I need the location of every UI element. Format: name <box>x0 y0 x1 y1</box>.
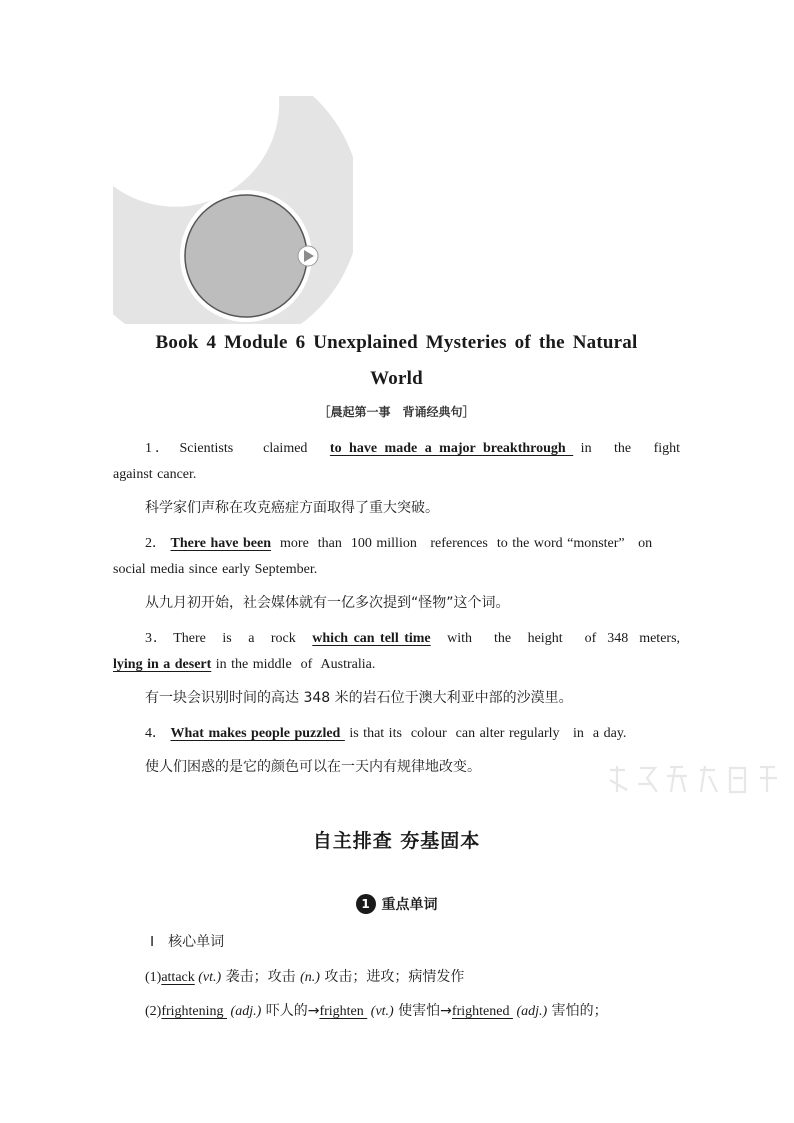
vocab-word: attack <box>161 970 195 985</box>
part-of-speech: (adj.) <box>227 1004 262 1019</box>
vocab-item-2 <box>145 1000 608 1020</box>
vocab-subheading <box>150 931 224 951</box>
vocab-word: frightening <box>161 1004 228 1019</box>
sentence-text: Scientists claimed <box>179 441 323 456</box>
answer-blank: which can tell time <box>312 631 431 646</box>
part-of-speech: (vt.) <box>198 970 222 985</box>
header-decoration <box>113 96 353 324</box>
sentence-number: 3． <box>145 631 168 646</box>
sentence-1 <box>145 437 680 457</box>
key-words-heading <box>113 894 680 914</box>
decorative-disc <box>185 195 307 317</box>
section-title: 自主排查 夯基固本 <box>312 830 481 852</box>
page-title-continued: World <box>370 368 423 389</box>
item-number: (1) <box>145 970 162 985</box>
meaning: 使害怕→ <box>393 1003 452 1019</box>
vocab-word: frighten <box>319 1004 368 1019</box>
number-badge-icon: 1 <box>356 894 376 914</box>
part-of-speech: (adj.) <box>512 1004 548 1019</box>
answer-blank: What makes people puzzled <box>170 726 345 741</box>
sentence-3 <box>145 627 680 647</box>
meaning: 袭击；攻击 <box>221 969 301 985</box>
part-of-speech: (n.) <box>300 970 320 985</box>
answer-blank: to have made a major breakthrough <box>329 441 574 456</box>
part-of-speech: (vt.) <box>367 1004 394 1019</box>
vocab-item-1 <box>145 966 464 986</box>
meaning: 害怕的； <box>547 1003 608 1019</box>
sentence-number: 2． <box>145 536 166 551</box>
meaning: 攻击；进攻；病情发作 <box>319 969 465 985</box>
sentence-3-translation: 有一块会识别时间的高达 348 米的岩石位于澳大利亚中部的沙漠里。 <box>145 690 573 706</box>
sentence-number: 1． <box>145 441 172 456</box>
answer-blank: lying in a desert <box>113 657 212 672</box>
sentence-text: with the height of 348 meters, <box>436 631 681 646</box>
answer-blank: There have been <box>170 536 272 551</box>
sentence-4-translation: 使人们困惑的是它的颜色可以在一天内有规律地改变。 <box>145 759 481 775</box>
sentence-1-translation: 科学家们声称在攻克癌症方面取得了重大突破。 <box>145 500 439 516</box>
sentence-2-continued: social media since early September. <box>113 562 318 577</box>
meaning: 吓人的→ <box>261 1003 320 1019</box>
sentence-text: more than 100 million references to the word “monster” on <box>275 536 653 551</box>
page-title: Book 4 Module 6 Unexplained Mysteries of the Natural <box>155 332 638 353</box>
item-number: (2) <box>145 1004 162 1019</box>
sentence-text: is that its colour can alter regularly in a day. <box>344 726 627 741</box>
badge-label: 重点单词 <box>381 897 438 913</box>
sentence-text: in the middle of Australia. <box>211 657 376 672</box>
subheading-text: 核心单词 <box>168 934 225 950</box>
sentence-2-translation: 从九月初开始，社会媒体就有一亿多次提到“怪物”这个词。 <box>145 595 510 611</box>
sentence-text: in the fight <box>573 441 681 456</box>
roman-numeral: Ⅰ <box>150 935 155 950</box>
sentence-2 <box>145 532 680 552</box>
watermark <box>605 762 785 796</box>
sentence-4 <box>145 722 626 742</box>
subtitle: ［晨起第一事 背诵经典句］ <box>318 405 475 419</box>
sentence-text: There is a rock <box>173 631 307 646</box>
sentence-3-continued <box>113 657 375 673</box>
vocab-word: frightened <box>451 1004 513 1019</box>
sentence-1-continued: against cancer. <box>113 467 197 482</box>
sentence-number: 4． <box>145 726 166 741</box>
